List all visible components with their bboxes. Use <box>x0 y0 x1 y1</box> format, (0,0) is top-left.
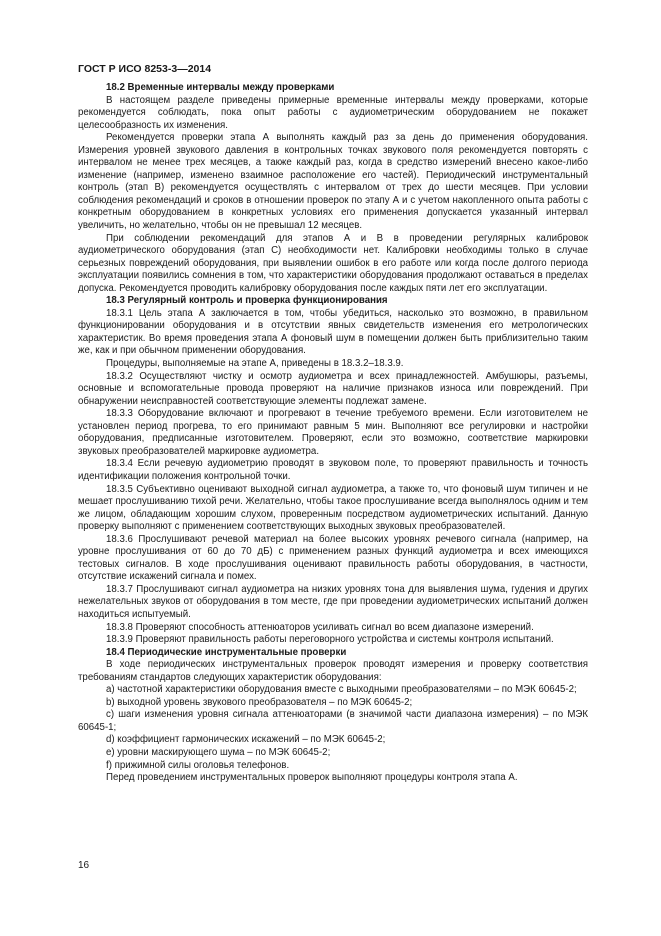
paragraph: 18.3.7 Прослушивают сигнал аудиометра на низких уровнях тона для выявления шума, гудения и других нежелательных звуков от оборудования в том месте, где при проведении аудиометрических испытаний должен находиться испытуемый. <box>78 583 588 620</box>
paragraph: 18.3.1 Цель этапа А заключается в том, чтобы убедиться, насколько это возможно, в правильном функционировании оборудования и в отсутствии явных свидетельств изменения его метрологических характеристик. Во время проведения этапа А фоновый шум в помещении должен быть приблизительно таким же, как и при обычном применении оборудования. <box>78 307 588 357</box>
section-heading: 18.2 Временные интервалы между проверками <box>106 82 335 93</box>
paragraph: Рекомендуется проверки этапа А выполнять каждый раз за день до применения оборудования. Измерения уровней звукового давления в контрольных точках звукового поля рекомендуется повторять с интервалом не менее трех месяцев, а также каждый раз, когда в средство измерений внесено какое-либо изменение (например, изменено взаимное расположение его частей). Периодический инструментальный контроль (этап В) рекомендуется осуществлять с интервалом от трех до шести месяцев. При условии соблюдения рекомендаций и сроков в отношении проверок по этапу А и с учетом накопленного опыта работы с конкретным оборудованием в конкретных условиях его применения допускается указанный интервал увеличить, но желательно, чтобы он не превышал 12 месяцев. <box>78 132 588 232</box>
paragraph: e) уровни маскирующего шума – по МЭК 60645-2; <box>106 746 331 758</box>
page-number: 16 <box>78 860 90 871</box>
paragraph: b) выходной уровень звукового преобразователя – по МЭК 60645-2; <box>106 696 413 708</box>
paragraph: 18.3.9 Проверяют правильность работы переговорного устройства и системы контроля испытаний. <box>106 634 554 646</box>
paragraph: d) коэффициент гармонических искажений – по МЭК 60645-2; <box>106 734 386 746</box>
paragraph: 18.3.4 Если речевую аудиометрию проводят в звуковом поле, то проверяют правильность и точность идентификации положения контрольной точки. <box>78 458 588 482</box>
paragraph: Процедуры, выполняемые на этапе А, приведены в 18.3.2–18.3.9. <box>106 358 404 370</box>
paragraph: В настоящем разделе приведены примерные временные интервалы между проверками, которые рекомендуется соблюдать, пока опыт работы с аудиометрическим оборудованием не покажет целесообразность их изменения. <box>78 94 588 131</box>
paragraph: В ходе периодических инструментальных проверок проводят измерения и проверку соответствия требованиям стандартов следующих характеристик оборудования: <box>78 659 588 683</box>
paragraph: Перед проведением инструментальных проверок выполняют процедуры контроля этапа А. <box>106 772 518 784</box>
section-heading: 18.3 Регулярный контроль и проверка функционирования <box>106 295 388 307</box>
paragraph: f) прижимной силы оголовья телефонов. <box>106 759 290 771</box>
paragraph: 18.3.8 Проверяют способность аттенюаторов усиливать сигнал во всем диапазоне измерений. <box>106 621 534 633</box>
paragraph: 18.3.3 Оборудование включают и прогревают в течение требуемого времени. Если изготовителем не установлен период прогрева, то его принимают равным 5 мин. Выполняют все регулировки и настройки оборудования, предписанные изготовителем. Проверяют, если это возможно, соответствие маркировки звуковых преобразователей маркировке аудиометра. <box>78 408 588 457</box>
paragraph: 18.3.6 Прослушивают речевой материал на более высоких уровнях речевого сигнала (например, на уровне прослушивания от 60 до 70 дБ) с применением разных функций аудиометра и всех имеющихся тестовых сигналов. В ходе прослушивания оценивают правильность работы оборудования, в частности, отсутствие искажений сигнала и помех. <box>78 533 588 583</box>
paragraph: а) частотной характеристики оборудования вместе с выходными преобразователями – по МЭК 60645-2; <box>106 684 577 696</box>
paragraph: 18.3.2 Осуществляют чистку и осмотр аудиометра и всех принадлежностей. Амбушюры, разъемы, основные и вспомогательные провода проверяют на наличие признаков износа или повреждений. При обнаружении неисправностей соответствующие элементы подлежат замене. <box>78 370 588 407</box>
section-heading: 18.4 Периодические инструментальные проверки <box>106 646 347 658</box>
paragraph: c) шаги изменения уровня сигнала аттенюаторами (в значимой части диапазона измерения) – по МЭК 60645-1; <box>78 709 588 733</box>
document-header: ГОСТ Р ИСО 8253-3—2014 <box>78 63 212 75</box>
paragraph: 18.3.5 Субъективно оценивают выходной сигнал аудиометра, а также то, что фоновый шум типичен и не мешает прослушиванию тихой речи. Желательно, чтобы такое прослушивание всегда выполнялось одним и тем же лицом, обладающим хорошим слухом, проверенным посредством аудиометрических испытаний. Данную проверку выполняют с применением соответствующих выходных звуковых преобразователей. <box>78 483 588 533</box>
paragraph: При соблюдении рекомендаций для этапов А и В в проведении регулярных калибровок аудиометрического оборудования (этап С) необходимости нет. Калибровки необходимы только в случае серьезных повреждений оборудования, при выявлении ошибок в его работе или когда после долгого периода эксплуатации появились сомнения в том, что характеристики оборудования продолжают оставаться в пределах допуска. Рекомендуется проводить калибровку оборудования после каждых пяти лет его эксплуатации. <box>78 232 588 294</box>
document-body <box>78 82 588 785</box>
